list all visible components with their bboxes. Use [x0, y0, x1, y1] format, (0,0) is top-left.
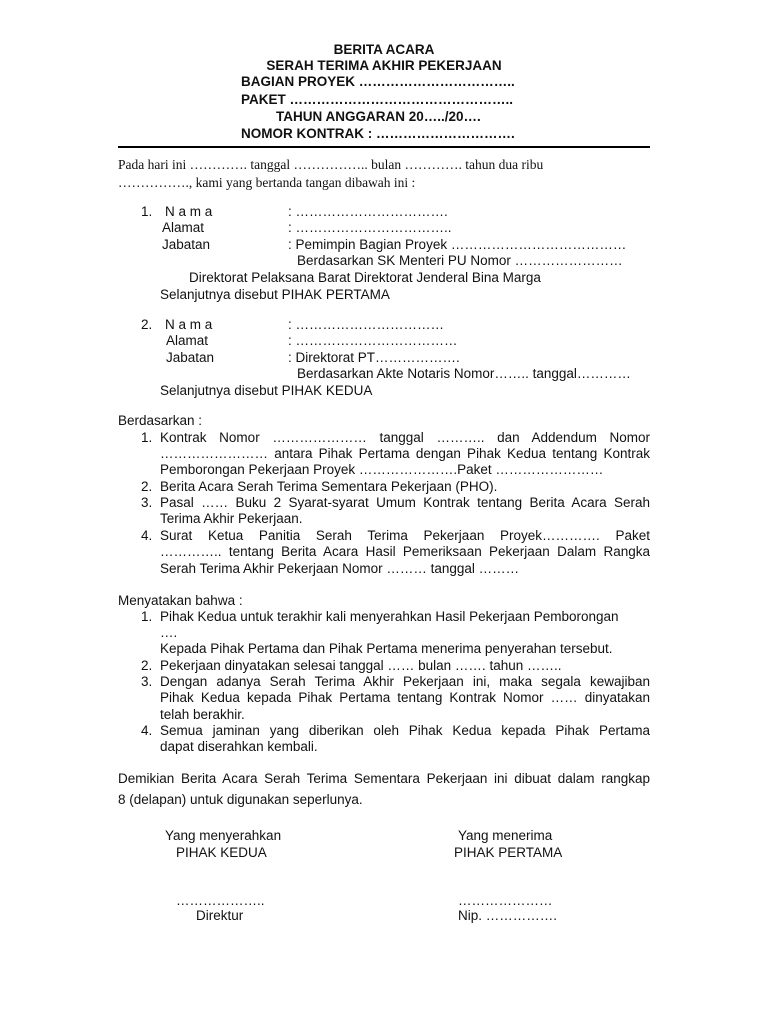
berdasarkan-item-1-line-1: Kontrak Nomor ………………… tanggal ……….. dan Addendum Nomor: [160, 430, 650, 445]
party-2-nama-value: : ……………………………: [288, 317, 445, 332]
header-tahun-anggaran: TAHUN ANGGARAN 20…../20….: [276, 109, 481, 124]
party-1-nama-label: N a m a: [165, 204, 213, 219]
party-1-direktorat: Direktorat Pelaksana Barat Direktorat Jenderal Bina Marga: [189, 270, 541, 285]
menyatakan-item-1-number: 1.: [141, 609, 153, 624]
header-bagian-proyek: BAGIAN PROYEK ……………………………..: [241, 74, 515, 89]
party-1-nama-value: : …………………………….: [288, 204, 448, 219]
party-1-alamat-label: Alamat: [162, 220, 205, 235]
berdasarkan-item-2-number: 2.: [141, 479, 153, 494]
party-2-number: 2.: [141, 317, 153, 332]
header-divider: [118, 146, 650, 148]
signature-right-dots: …………………: [458, 893, 553, 908]
party-2-alamat-value: : ………………………………: [288, 333, 458, 348]
berdasarkan-item-4-number: 4.: [141, 528, 153, 543]
signature-left-party: PIHAK KEDUA: [176, 845, 267, 860]
menyatakan-item-1-line-3: Kepada Pihak Pertama dan Pihak Pertama menerima penyerahan tersebut.: [160, 641, 613, 656]
closing-line-2: 8 (delapan) untuk digunakan seperlunya.: [118, 792, 363, 807]
signature-left-dots: ………………..: [176, 893, 265, 908]
menyatakan-item-2-line-1: Pekerjaan dinyatakan selesai tanggal …… bulan ……. tahun ……..: [160, 658, 562, 673]
menyatakan-item-4-number: 4.: [141, 723, 153, 738]
berdasarkan-item-2-line-1: Berita Acara Serah Terima Sementara Pekerjaan (PHO).: [160, 479, 498, 494]
party-1-jabatan-value: : Pemimpin Bagian Proyek …………………………………: [288, 237, 627, 252]
signature-left-title: Direktur: [196, 908, 244, 923]
menyatakan-item-3-line-1: Dengan adanya Serah Terima Akhir Pekerjaan ini, maka segala kewajiban: [160, 674, 650, 689]
menyatakan-item-3-line-3: telah berakhir.: [160, 707, 245, 722]
menyatakan-item-3-number: 3.: [141, 674, 153, 689]
menyatakan-item-3-line-2: Pihak Kedua kepada Pihak Pertama tentang Kontrak Nomor …… dinyatakan: [160, 690, 650, 705]
intro-line-2: ……………., kami yang bertanda tangan dibawah ini :: [118, 175, 416, 190]
berdasarkan-item-3-line-2: Terima Akhir Pekerjaan.: [160, 511, 303, 526]
party-1-sebutan: Selanjutnya disebut PIHAK PERTAMA: [160, 287, 390, 302]
berdasarkan-item-3-number: 3.: [141, 495, 153, 510]
party-2-alamat-label: Alamat: [166, 333, 209, 348]
signature-right-title: Nip. …………….: [458, 908, 558, 923]
berdasarkan-item-1-number: 1.: [141, 430, 153, 445]
menyatakan-item-2-number: 2.: [141, 658, 153, 673]
berdasarkan-item-4-line-2: ………….. tentang Berita Acara Hasil Pemeriksaan Pekerjaan Dalam Rangka: [160, 544, 650, 559]
menyatakan-heading: Menyatakan bahwa :: [118, 593, 243, 608]
document-subtitle: SERAH TERIMA AKHIR PEKERJAAN: [266, 58, 502, 73]
party-2-sebutan: Selanjutnya disebut PIHAK KEDUA: [160, 383, 373, 398]
berdasarkan-heading: Berdasarkan :: [118, 413, 203, 428]
document-title: BERITA ACARA: [333, 42, 435, 57]
closing-line-1: Demikian Berita Acara Serah Terima Sementara Pekerjaan ini dibuat dalam rangkap: [118, 771, 650, 786]
intro-line-1: Pada hari ini …………. tanggal …………….. bulan …………. tahun dua ribu: [118, 157, 544, 172]
party-1-alamat-value: : ……………………………..: [288, 220, 452, 235]
party-2-jabatan-value: : Direktorat PT……………….: [288, 350, 460, 365]
berdasarkan-item-1-line-2: …………………… antara Pihak Pertama dengan Pihak Kedua tentang Kontrak: [160, 446, 650, 461]
berdasarkan-item-3-line-1: Pasal …… Buku 2 Syarat-syarat Umum Kontrak tentang Berita Acara Serah: [160, 495, 650, 510]
signature-right-role: Yang menerima: [458, 828, 553, 843]
party-2-nama-label: N a m a: [165, 317, 213, 332]
berdasarkan-item-4-line-3: Serah Terima Akhir Pekerjaan Nomor ……… tanggal ………: [160, 561, 520, 576]
menyatakan-item-1-line-2: ….: [160, 625, 178, 640]
party-2-jabatan-label: Jabatan: [166, 350, 215, 365]
menyatakan-item-4-line-2: dapat diserahkan kembali.: [160, 739, 318, 754]
party-1-number: 1.: [141, 204, 153, 219]
menyatakan-item-4-line-1: Semua jaminan yang diberikan oleh Pihak Kedua kepada Pihak Pertama: [160, 723, 650, 738]
header-nomor-kontrak: NOMOR KONTRAK : ………………………….: [241, 126, 515, 141]
signature-right-party: PIHAK PERTAMA: [454, 845, 563, 860]
party-1-dasar: Berdasarkan SK Menteri PU Nomor ……………………: [297, 253, 623, 268]
party-1-jabatan-label: Jabatan: [162, 237, 211, 252]
header-paket: PAKET …………………………………………..: [241, 92, 514, 107]
menyatakan-item-1-line-1: Pihak Kedua untuk terakhir kali menyerahkan Hasil Pekerjaan Pemborongan: [160, 609, 619, 624]
signature-left-role: Yang menyerahkan: [165, 828, 282, 843]
berdasarkan-item-1-line-3: Pemborongan Pekerjaan Proyek ………………….Paket ……………………: [160, 462, 604, 477]
party-2-dasar: Berdasarkan Akte Notaris Nomor…….. tanggal…………: [297, 366, 631, 381]
berdasarkan-item-4-line-1: Surat Ketua Panitia Serah Terima Pekerjaan Proyek…………. Paket: [160, 528, 650, 543]
